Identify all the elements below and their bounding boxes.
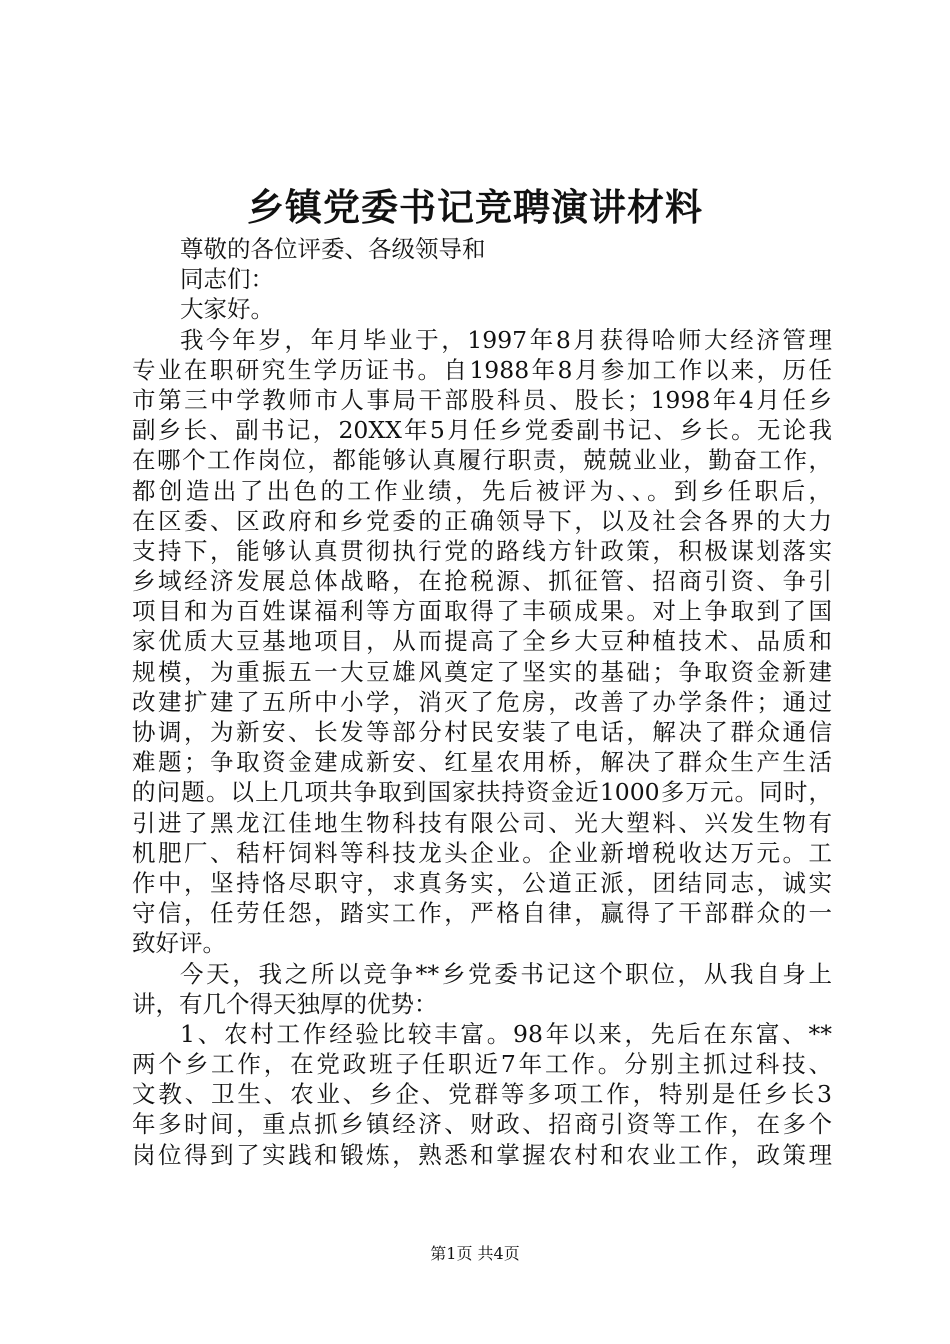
body-text-line: 项目和为百姓谋福利等方面取得了丰硕成果。对上争取到了国 (132, 597, 832, 626)
body-text-line: 讲，有几个得天独厚的优势： (132, 989, 438, 1018)
body-text-line: 规模，为重振五一大豆雄风奠定了坚实的基础；争取资金新建 (132, 657, 832, 686)
body-text-line: 在区委、区政府和乡党委的正确领导下，以及社会各界的大力 (132, 506, 832, 535)
document-title: 乡镇党委书记竞聘演讲材料 (247, 185, 703, 229)
body-text-line: 支持下，能够认真贯彻执行党的路线方针政策，积极谋划落实 (132, 536, 832, 565)
body-text-line: 专业在职研究生学历证书。自1988年8月参加工作以来，历任 (132, 355, 832, 384)
body-text-line: 机肥厂、秸杆饲料等科技龙头企业。企业新增税收达万元。工 (132, 838, 832, 867)
body-text-line: 作中，坚持恪尽职守，求真务实，公道正派，团结同志，诚实 (132, 868, 832, 897)
body-text-line: 岗位得到了实践和锻炼，熟悉和掌握农村和农业工作，政策理 (132, 1140, 832, 1169)
body-text-line: 大家好。 (180, 295, 274, 324)
body-text-line: 乡域经济发展总体战略，在抢税源、抓征管、招商引资、争引 (132, 567, 832, 596)
body-text-line: 副乡长、副书记，20XX年5月任乡党委副书记、乡长。无论我 (132, 416, 832, 445)
body-text-line: 的问题。以上几项共争取到国家扶持资金近1000多万元。同时， (132, 778, 832, 807)
page-footer: 第1页 共4页 (430, 1244, 520, 1263)
body-text-line: 守信，任劳任怨，踏实工作，严格自律，赢得了干部群众的一 (132, 899, 832, 928)
body-text-line: 1、农村工作经验比较丰富。98年以来，先后在东富、** (180, 1019, 832, 1048)
body-text-line: 在哪个工作岗位，都能够认真履行职责，兢兢业业，勤奋工作， (132, 446, 832, 475)
body-text-line: 引进了黑龙江佳地生物科技有限公司、光大塑料、兴发生物有 (132, 808, 832, 837)
body-text-line: 改建扩建了五所中小学，消灭了危房，改善了办学条件；通过 (132, 687, 832, 716)
body-text-line: 两个乡工作，在党政班子任职近7年工作。分别主抓过科技、 (132, 1050, 832, 1079)
body-text-line: 同志们： (180, 265, 274, 294)
body-text-line: 我今年岁，年月毕业于，1997年8月获得哈师大经济管理 (180, 325, 832, 354)
body-text-line: 尊敬的各位评委、各级领导和 (180, 235, 486, 263)
body-text-line: 家优质大豆基地项目，从而提高了全乡大豆种植技术、品质和 (132, 627, 832, 656)
body-text-line: 市第三中学教师市人事局干部股科员、股长；1998年4月任乡 (132, 385, 832, 414)
body-text-line: 致好评。 (132, 929, 226, 958)
body-text-line: 协调，为新安、长发等部分村民安装了电话，解决了群众通信 (132, 718, 832, 746)
body-text-line: 都创造出了出色的工作业绩，先后被评为、、。到乡任职后， (132, 476, 832, 505)
body-text-line: 文教、卫生、农业、乡企、党群等多项工作，特别是任乡长3 (132, 1080, 832, 1109)
document-body (132, 234, 832, 1170)
body-text-line: 难题；争取资金建成新安、红星农用桥，解决了群众生产生活 (132, 748, 832, 777)
body-text-line: 今天，我之所以竞争**乡党委书记这个职位，从我自身上 (180, 959, 832, 988)
body-text-line: 年多时间，重点抓乡镇经济、财政、招商引资等工作，在多个 (132, 1110, 832, 1139)
